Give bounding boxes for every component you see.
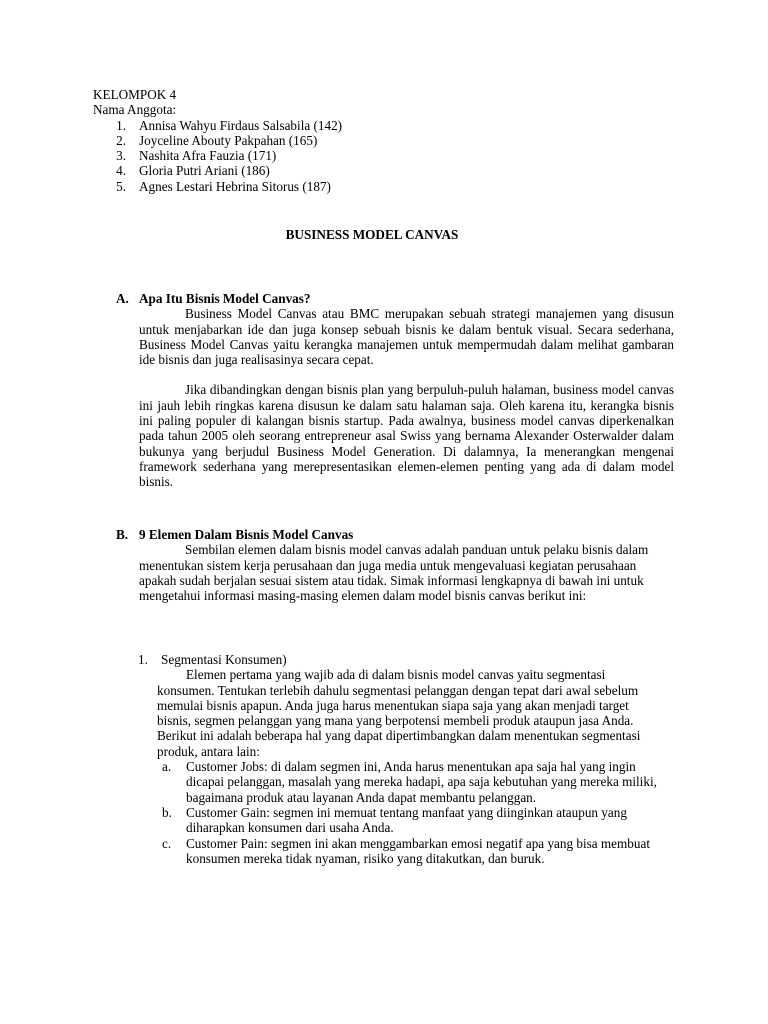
section-b-letter: B. [116,527,129,542]
section-b-heading [116,527,674,542]
subitem-list [157,759,674,866]
subitem-text: Customer Gain: segmen ini memuat tentang manfaat yang diinginkan ataupun yang diharapkan konsumen dari usaha Anda. [186,804,627,836]
section-a [116,291,674,490]
group-name: KELOMPOK 4 [93,87,177,102]
section-a-paragraph-1: Business Model Canvas atau BMC merupakan sebuah strategi manajemen yang disusun untuk menjabarkan ide dan juga konsep sebuah bisnis ke dalam bentuk visual. Secara sederhana, Business Model Canvas yaitu kerangka manajemen untuk mempermudah dalam melihat gambaran ide bisnis dan juga realisasinya secara cepat. [139,306,674,368]
member-number: 5. [116,178,126,194]
member-name: Nashita Afra Fauzia (171) [139,148,277,164]
element-item-number: 1. [138,652,148,667]
member-item [93,133,493,148]
element-item-paragraph: Elemen pertama yang wajib ada di dalam bisnis model canvas yaitu segmentasi konsumen. Tentukan terlebih dahulu segmentasi pelanggan dengan tepat dari awal sebelum memulai bisnis apapun. Anda juga harus menentukan siapa saja yang akan menjadi target bisnis, segmen pelanggan yang mana yang berpotensi membeli produk ataupun jasa Anda. Berikut ini adalah beberapa hal yang dapat dipertimbangkan dalam menentukan segmentasi produk, antara lain: [157,667,641,759]
member-name: Annisa Wahyu Firdaus Salsabila (142) [139,117,343,133]
member-number: 1. [116,117,126,133]
subitem-letter: c. [162,835,172,851]
section-a-heading [116,291,674,306]
section-a-paragraph-2: Jika dibandingkan dengan bisnis plan yang berpuluh-puluh halaman, business model canvas ini jauh lebih ringkas karena disusun ke dalam satu halaman saja. Oleh karena itu, kerangka bisnis ini paling populer di kalangan bisnis startup. Pada awalnya, business model canvas diperkenalkan pada tahun 2005 oleh seorang entrepreneur asal Swiss yang bernama Alexander Osterwalder dalam bukunya yang berjudul Business Model Generation. Di dalamnya, Ia menerangkan mengenai framework sederhana yang merepresentasikan elemen-elemen penting yang ada di dalam model bisnis. [139,382,674,490]
member-name: Gloria Putri Ariani (186) [139,163,270,179]
subitem [157,836,674,867]
element-item-title: Segmentasi Konsumen) [161,652,287,667]
member-item [93,118,493,133]
page-title: BUSINESS MODEL CANVAS [285,227,459,242]
section-a-title: Apa Itu Bisnis Model Canvas? [139,291,311,306]
element-item-heading [138,652,674,667]
member-number: 3. [116,148,126,164]
subitem-letter: a. [162,759,172,775]
member-number: 4. [116,163,126,179]
member-list [93,118,493,194]
section-a-letter: A. [116,291,129,306]
members-label: Nama Anggota: [93,102,177,118]
section-b [116,527,674,603]
member-item [93,163,493,178]
member-name: Joyceline Abouty Pakpahan (165) [139,132,318,148]
member-item [93,179,493,194]
member-name: Agnes Lestari Hebrina Sitorus (187) [139,178,331,194]
subitem [157,805,674,836]
subitem-letter: b. [162,804,172,820]
subitem-text: Customer Jobs: di dalam segmen ini, Anda harus menentukan apa saja hal yang ingin dicapai pelanggan, masalah yang mereka hadapi, apa saja kebutuhan yang mereka miliki, bagaimana produk atau layanan Anda dapat membantu pelanggan. [186,759,657,805]
element-item-1 [138,652,674,866]
section-b-title: 9 Elemen Dalam Bisnis Model Canvas [139,527,354,542]
group-header [93,87,493,194]
member-item [93,148,493,163]
section-b-paragraph: Sembilan elemen dalam bisnis model canvas adalah panduan untuk pelaku bisnis dalam menentukan sistem kerja perusahaan dan juga media untuk mengevaluasi kegiatan perusahaan apakah sudah berjalan sesuai sistem atau tidak. Simak informasi lengkapnya di bawah ini untuk mengetahui informasi masing-masing elemen dalam model bisnis canvas berikut ini: [139,542,649,604]
subitem-text: Customer Pain: segmen ini akan menggambarkan emosi negatif apa yang bisa membuat konsumen mereka tidak nyaman, risiko yang ditakutkan, dan buruk. [186,835,651,866]
member-number: 2. [116,132,126,148]
subitem [157,759,674,805]
